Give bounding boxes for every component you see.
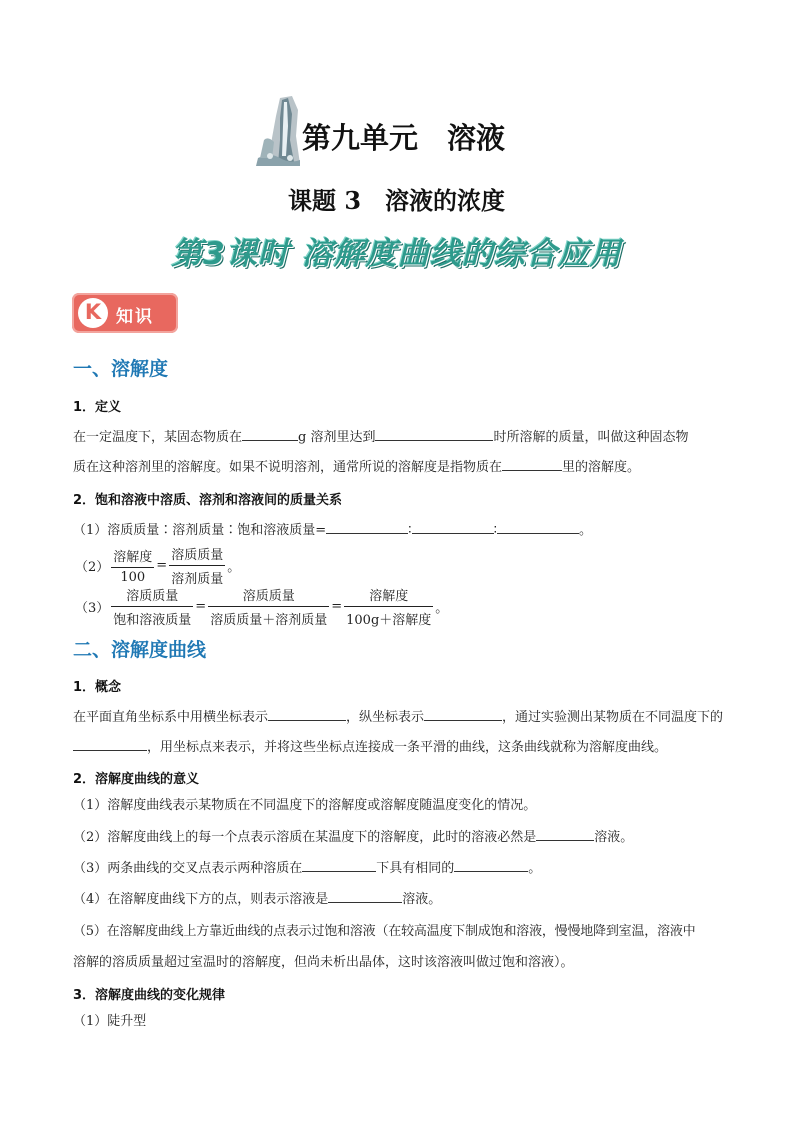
- mass-relation-item-2: [73, 544, 242, 587]
- text: 里的溶解度。: [562, 460, 641, 475]
- subheading-mass-relation: 2．饱和溶液中溶质、溶剂和溶液间的质量关系: [73, 493, 343, 508]
- unit-title-row: [250, 96, 570, 170]
- fill-blank[interactable]: [242, 427, 298, 441]
- item-prefix: （3）: [75, 601, 110, 616]
- mass-relation-item-3: [73, 585, 450, 628]
- text: （2）溶解度曲线上的每一个点表示溶质在某温度下的溶解度，此时的溶液必然是: [73, 830, 537, 845]
- text: 溶液。: [402, 892, 442, 907]
- text: 溶液。: [594, 830, 634, 845]
- text: 在一定温度下，某固态物质在: [73, 430, 243, 445]
- badge-label: 知识: [116, 307, 154, 327]
- subheading-curve-meaning: 2．溶解度曲线的意义: [73, 772, 200, 787]
- fraction-solubility-100: [111, 546, 154, 585]
- fill-blank[interactable]: [536, 827, 594, 841]
- denominator: 100g＋溶解度: [346, 613, 432, 628]
- text: g 溶剂里达到: [298, 430, 376, 445]
- fill-blank[interactable]: [424, 707, 502, 721]
- denominator: 溶剂质量: [171, 572, 224, 587]
- denominator: 溶质质量＋溶剂质量: [210, 613, 328, 628]
- period-title: 第3课时 溶解度曲线的综合应用: [171, 236, 622, 272]
- section-heading-solubility-curve: 二、溶解度曲线: [73, 639, 207, 661]
- numerator: 溶解度: [344, 585, 433, 607]
- meaning-item-1: （1）溶解度曲线表示某物质在不同温度下的溶解度或溶解度随温度变化的情况。: [73, 798, 537, 813]
- knowledge-k-icon: [78, 298, 108, 328]
- fill-blank[interactable]: [326, 520, 408, 534]
- equals-sign: =: [331, 599, 343, 614]
- item-prefix: （2）: [75, 560, 110, 575]
- knowledge-badge: [72, 293, 178, 333]
- fill-blank[interactable]: [73, 737, 147, 751]
- numerator: 溶质质量: [169, 544, 225, 566]
- subheading-definition: 1．定义: [73, 400, 122, 415]
- numerator: 溶解度: [111, 546, 154, 568]
- equals-sign: =: [195, 599, 207, 614]
- lesson-title: 课题 3 溶液的浓度: [287, 186, 506, 215]
- definition-line-1: [73, 426, 689, 445]
- text: ，通过实验测出某物质在不同温度下的: [502, 710, 724, 725]
- equals-sign: =: [156, 558, 168, 573]
- concept-line-1: [73, 706, 723, 725]
- waterfall-icon: [250, 96, 302, 168]
- fraction-solubility-sum: [344, 585, 433, 628]
- fill-blank[interactable]: [454, 858, 528, 872]
- fraction-solute-solvent: [169, 544, 225, 587]
- fill-blank[interactable]: [412, 520, 494, 534]
- fill-blank[interactable]: [375, 427, 493, 441]
- fraction-solute-sum: [208, 585, 329, 628]
- denominator: 100: [120, 570, 146, 585]
- subheading-curve-patterns: 3．溶解度曲线的变化规律: [73, 988, 226, 1003]
- period: 。: [435, 601, 449, 616]
- period: 。: [227, 560, 241, 575]
- text: 在平面直角坐标系中用横坐标表示: [73, 710, 269, 725]
- text: ，纵坐标表示: [346, 710, 425, 725]
- denominator: 饱和溶液质量: [113, 613, 192, 628]
- fill-blank[interactable]: [302, 858, 376, 872]
- unit-title: 第九单元 溶液: [302, 121, 506, 155]
- text: 质在这种溶剂里的溶解度。如果不说明溶剂，通常所说的溶解度是指物质在: [73, 460, 503, 475]
- meaning-item-4: [73, 888, 441, 907]
- badge-letter: K: [84, 300, 102, 324]
- meaning-item-3: [73, 857, 541, 876]
- meaning-item-5-line-1: （5）在溶解度曲线上方靠近曲线的点表示过饱和溶液（在较高温度下制成饱和溶液，慢慢地降到室温，溶液中: [73, 924, 696, 939]
- section-heading-solubility: 一、溶解度: [73, 358, 169, 380]
- text: 。: [528, 861, 542, 876]
- meaning-item-2: [73, 826, 633, 845]
- colon: ∶: [408, 523, 412, 538]
- numerator: 溶质质量: [111, 585, 193, 607]
- numerator: 溶质质量: [208, 585, 329, 607]
- text: （3）两条曲线的交叉点表示两种溶质在: [73, 861, 303, 876]
- fill-blank[interactable]: [328, 889, 402, 903]
- text: （4）在溶解度曲线下方的点，则表示溶液是: [73, 892, 329, 907]
- text: （1）溶质质量∶溶剂质量∶饱和溶液质量=: [73, 523, 327, 538]
- period: 。: [578, 523, 592, 538]
- meaning-item-5-line-2: 溶解的溶质质量超过室温时的溶解度，但尚未析出晶体，这时该溶液叫做过饱和溶液）。: [73, 955, 574, 970]
- fill-blank[interactable]: [497, 520, 579, 534]
- text: 下具有相同的: [376, 861, 455, 876]
- fill-blank[interactable]: [268, 707, 346, 721]
- colon: ∶: [493, 523, 497, 538]
- subheading-concept: 1．概念: [73, 680, 122, 695]
- concept-line-2: [73, 736, 667, 755]
- text: ，用坐标点来表示，并将这些坐标点连接成一条平滑的曲线，这条曲线就称为溶解度曲线。: [147, 740, 668, 755]
- definition-line-2: [73, 456, 640, 475]
- fill-blank[interactable]: [502, 457, 562, 471]
- fraction-solute-solution: [111, 585, 193, 628]
- text: 时所溶解的质量，叫做这种固态物: [493, 430, 689, 445]
- mass-relation-item-1: [73, 519, 592, 538]
- pattern-item-1: （1）陡升型: [73, 1014, 147, 1029]
